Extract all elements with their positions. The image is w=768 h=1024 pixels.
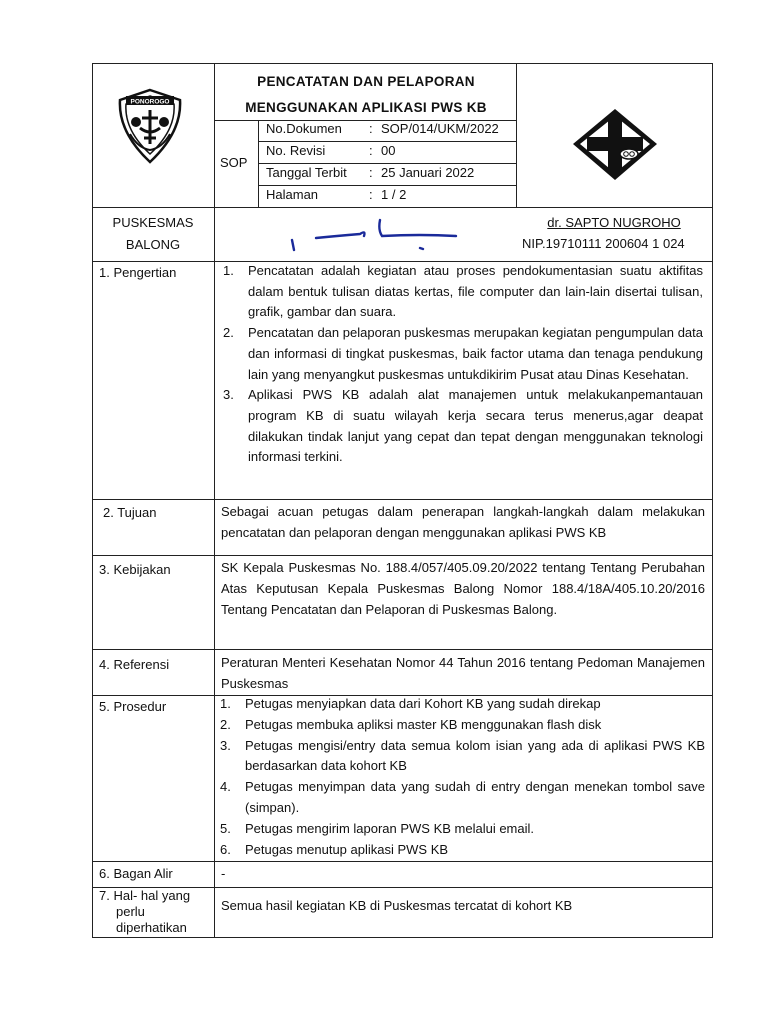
meta-label: No. Revisi	[266, 143, 326, 158]
meta-label: Halaman	[266, 187, 319, 202]
section-label-tujuan: 2. Tujuan	[103, 505, 157, 520]
tujuan-text: Sebagai acuan petugas dalam penerapan langkah-langkah dalam melakukan pencatatan dan pelaporan dengan menggunakan aplikasi PWS KB	[221, 504, 705, 540]
referensi-text: Peraturan Menteri Kesehatan Nomor 44 Tahun 2016 tentang Pedoman Manajemen Puskesmas	[221, 655, 705, 691]
hal-hal-text: Semua hasil kegiatan KB di Puskesmas tercatat di kohort KB	[221, 898, 573, 913]
organization-location: BALONG	[125, 237, 181, 252]
list-item: 5. Petugas mengirim laporan PWS KB melalui email.	[220, 820, 535, 836]
signer-nip: NIP.19710111 200604 1 024	[522, 236, 685, 251]
list-item: 1. Pencatatan adalah kegiatan atau proses pendokumentasian suatu aktifitas dalam bentuk tulisan diatas kertas, file computer dan lain-lain disertai tulisan, grafik, gambar dan suara.	[223, 263, 703, 320]
list-item: 1. Petugas menyiapkan data dari Kohort KB yang sudah direkap	[220, 696, 601, 711]
prosedur-list	[218, 694, 705, 860]
list-item: 3. Petugas mengisi/entry data semua kolom isian yang ada di aplikasi PWS KB berdasarkan data kohort KB	[220, 737, 705, 774]
meta-value: 25 Januari 2022	[381, 165, 475, 180]
document-title-line-1: PENCATATAN DAN PELAPORAN	[257, 74, 475, 89]
meta-separator: :	[369, 143, 373, 158]
logo-text: PONOROGO	[130, 98, 170, 106]
section-label-prosedur: 5. Prosedur	[99, 699, 167, 714]
document-title-line-2: MENGGUNAKAN APLIKASI PWS KB	[245, 100, 487, 115]
list-item: 2. Pencatatan dan pelaporan puskesmas merupakan kegiatan pengumpulan data dan informasi di tingkat puskesmas, baik factor utama dan tenaga pendukung lain yang menyangkut puskesmas untukdikirim Pusat atau Dinas Kesehatan.	[223, 325, 703, 382]
meta-separator: :	[369, 187, 373, 202]
pengertian-list	[221, 261, 703, 468]
list-item: 2. Petugas membuka apliksi master KB menggunakan flash disk	[220, 716, 602, 732]
list-item: 4. Petugas menyimpan data yang sudah di entry dengan menekan tombol save (simpan).	[220, 779, 705, 815]
meta-separator: :	[369, 121, 373, 136]
section-label-hal-hal: 7. Hal- hal yang	[99, 888, 191, 903]
section-label-referensi: 4. Referensi	[99, 657, 170, 672]
section-label-kebijakan: 3. Kebijakan	[99, 562, 171, 577]
section-label-bagan-alir: 6. Bagan Alir	[99, 866, 173, 881]
meta-value: SOP/014/UKM/2022	[381, 121, 499, 136]
sop-label: SOP	[220, 155, 248, 170]
regency-emblem-icon	[114, 88, 186, 164]
meta-label: Tanggal Terbit	[266, 165, 347, 180]
meta-value: 00	[381, 143, 396, 158]
signature	[280, 212, 460, 258]
puskesmas-logo	[571, 107, 659, 182]
organization-name: PUSKESMAS	[112, 215, 194, 230]
list-item: 3. Aplikasi PWS KB adalah alat manajemen untuk melakukanpemantauan program KB di suatu wilayah kerja secara terus menerus,agar deapat dilakukan tindak lanjut yang cepat dan tepat dengan menggunakan teknologi informasi terkini.	[223, 387, 703, 465]
regency-logo	[114, 88, 186, 164]
bagan-alir-text: -	[221, 866, 226, 881]
meta-label: No.Dokumen	[266, 121, 342, 136]
list-item: 6. Petugas menutup aplikasi PWS KB	[220, 841, 449, 857]
health-cross-icon	[571, 107, 659, 182]
meta-separator: :	[369, 165, 373, 180]
section-label-hal-hal-line2: perlu	[116, 904, 145, 919]
section-label-pengertian: 1. Pengertian	[99, 265, 177, 280]
signer-name: dr. SAPTO NUGROHO	[547, 215, 681, 230]
meta-value: 1 / 2	[381, 187, 407, 202]
section-label-hal-hal-line3: diperhatikan	[116, 920, 187, 935]
kebijakan-text: SK Kepala Puskesmas No. 188.4/057/405.09.20/2022 tentang Tentang Perubahan Atas Keputusan Kepala Puskesmas Balong Nomor 188.4/18A/405.10.20/2016 Tentang Pencatatan dan Pelaporan di Puskesmas Balong.	[221, 560, 705, 617]
